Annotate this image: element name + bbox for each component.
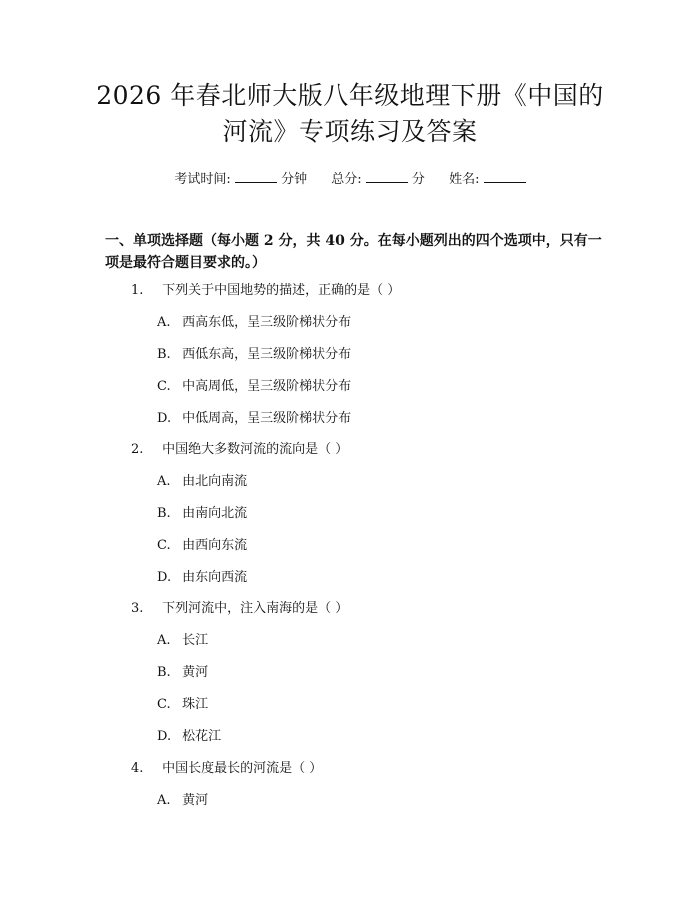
option-text: 珠江 (182, 697, 209, 712)
option-text: 松花江 (182, 729, 222, 744)
option-text: 由北向南流 (182, 474, 248, 489)
option-text: 黄河 (182, 793, 209, 808)
question-number: 4. (131, 761, 144, 776)
option-letter: C. (157, 697, 171, 712)
question-1-option-d (157, 410, 351, 428)
question-text: 中国长度最长的河流是（ ） (162, 761, 323, 776)
question-number: 2. (131, 442, 144, 457)
question-number: 1. (131, 283, 144, 298)
option-letter: B. (157, 665, 171, 680)
name-label: 姓名: (449, 172, 480, 187)
option-text: 由西向东流 (182, 538, 248, 553)
exam-name (449, 170, 526, 189)
question-3-option-c (157, 696, 208, 714)
question-2-option-d (157, 569, 247, 587)
section-heading: 一、单项选择题（每小题 2 分，共 40 分。在每小题列出的四个选项中，只有一项是最符合题目要求的。） (105, 233, 602, 271)
question-3 (131, 600, 348, 618)
option-text: 黄河 (182, 665, 209, 680)
option-letter: A. (157, 474, 171, 489)
score-blank (366, 170, 408, 183)
question-4-option-a (157, 792, 208, 810)
question-2-option-b (157, 505, 247, 523)
time-blank (235, 170, 277, 183)
title-line-2: 河流》专项练习及答案 (222, 117, 478, 146)
document-title (80, 78, 620, 150)
question-1-option-b (157, 346, 351, 364)
score-unit: 分 (411, 172, 425, 187)
time-label: 考试时间: (174, 172, 231, 187)
option-letter: A. (157, 315, 171, 330)
question-1-option-c (157, 378, 351, 396)
option-text: 由南向北流 (182, 506, 248, 521)
time-unit: 分钟 (281, 172, 308, 187)
exam-score (331, 170, 425, 189)
question-2-option-c (157, 537, 247, 555)
option-letter: B. (157, 506, 171, 521)
option-letter: A. (157, 793, 171, 808)
option-letter: D. (157, 570, 172, 585)
question-2-option-a (157, 473, 247, 491)
option-letter: D. (157, 411, 172, 426)
option-letter: C. (157, 379, 171, 394)
question-1-option-a (157, 314, 351, 332)
option-letter: A. (157, 633, 171, 648)
option-text: 长江 (182, 633, 209, 648)
question-text: 下列关于中国地势的描述，正确的是（ ） (162, 283, 401, 298)
exam-time (174, 170, 307, 189)
exam-info (0, 170, 700, 189)
question-2 (131, 441, 348, 459)
option-text: 中高周低，呈三级阶梯状分布 (182, 379, 352, 394)
question-1 (131, 282, 400, 300)
option-text: 中低周高，呈三级阶梯状分布 (182, 411, 352, 426)
question-3-option-a (157, 632, 208, 650)
question-text: 中国绝大多数河流的流向是（ ） (162, 442, 349, 457)
option-text: 西低东高，呈三级阶梯状分布 (182, 347, 352, 362)
option-letter: D. (157, 729, 172, 744)
question-number: 3. (131, 601, 144, 616)
option-letter: C. (157, 538, 171, 553)
option-text: 由东向西流 (182, 570, 248, 585)
question-4 (131, 760, 322, 778)
name-blank (484, 170, 526, 183)
option-text: 西高东低，呈三级阶梯状分布 (182, 315, 352, 330)
question-3-option-b (157, 664, 208, 682)
question-text: 下列河流中，注入南海的是（ ） (162, 601, 349, 616)
question-3-option-d (157, 728, 221, 746)
score-label: 总分: (331, 172, 362, 187)
option-letter: B. (157, 347, 171, 362)
title-line-1: 2026 年春北师大版八年级地理下册《中国的 (96, 81, 604, 110)
